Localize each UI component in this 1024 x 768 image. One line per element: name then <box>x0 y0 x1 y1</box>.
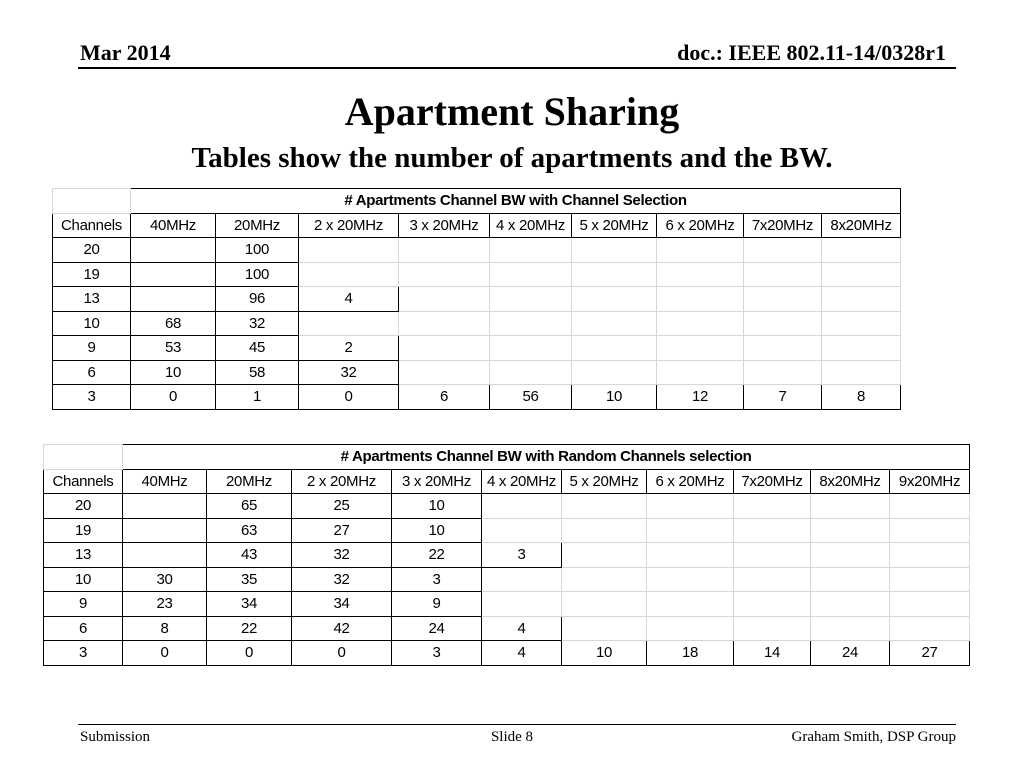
column-header: 6 x 20MHz <box>647 469 734 494</box>
value-cell <box>890 543 970 568</box>
column-header: 5 x 20MHz <box>572 213 657 238</box>
value-cell <box>734 616 811 641</box>
value-cell <box>562 592 647 617</box>
value-cell: 32 <box>292 543 392 568</box>
table-corner-cell <box>53 189 131 214</box>
value-cell <box>647 494 734 519</box>
header-divider <box>78 67 956 69</box>
channels-cell: 13 <box>44 543 123 568</box>
value-cell <box>572 336 657 361</box>
value-cell <box>657 311 744 336</box>
value-cell <box>131 287 216 312</box>
column-header: 3 x 20MHz <box>392 469 482 494</box>
value-cell: 0 <box>131 385 216 410</box>
column-header: 2 x 20MHz <box>299 213 399 238</box>
value-cell <box>490 262 572 287</box>
table-row <box>44 518 970 543</box>
value-cell <box>890 494 970 519</box>
footer-submission: Submission <box>80 729 151 745</box>
value-cell <box>890 592 970 617</box>
column-header: 8x20MHz <box>811 469 890 494</box>
value-cell: 22 <box>207 616 292 641</box>
table-row <box>44 592 970 617</box>
value-cell <box>399 287 490 312</box>
channels-cell: 13 <box>53 287 131 312</box>
value-cell <box>131 238 216 263</box>
value-cell: 56 <box>490 385 572 410</box>
value-cell: 27 <box>292 518 392 543</box>
value-cell: 10 <box>131 360 216 385</box>
value-cell: 27 <box>890 641 970 666</box>
value-cell <box>399 360 490 385</box>
table-caption: # Apartments Channel BW with Channel Selection <box>131 189 901 214</box>
value-cell: 8 <box>123 616 207 641</box>
value-cell <box>572 360 657 385</box>
value-cell <box>657 238 744 263</box>
value-cell <box>299 311 399 336</box>
column-header: 7x20MHz <box>734 469 811 494</box>
value-cell: 0 <box>299 385 399 410</box>
value-cell: 10 <box>572 385 657 410</box>
value-cell <box>744 287 822 312</box>
footer-author: Graham Smith, DSP Group <box>791 729 956 745</box>
column-header: 6 x 20MHz <box>657 213 744 238</box>
value-cell <box>647 567 734 592</box>
value-cell: 100 <box>216 238 299 263</box>
value-cell: 34 <box>292 592 392 617</box>
value-cell <box>657 336 744 361</box>
value-cell <box>734 518 811 543</box>
value-cell <box>822 262 901 287</box>
value-cell <box>890 518 970 543</box>
value-cell: 6 <box>399 385 490 410</box>
value-cell: 3 <box>392 567 482 592</box>
value-cell: 0 <box>123 641 207 666</box>
column-header: 20MHz <box>207 469 292 494</box>
value-cell: 4 <box>482 641 562 666</box>
value-cell <box>744 336 822 361</box>
value-cell: 0 <box>292 641 392 666</box>
channels-cell: 19 <box>53 262 131 287</box>
channels-cell: 6 <box>44 616 123 641</box>
column-header: 40MHz <box>123 469 207 494</box>
table-row <box>53 287 901 312</box>
value-cell <box>562 518 647 543</box>
channels-cell: 3 <box>44 641 123 666</box>
value-cell <box>734 567 811 592</box>
channels-cell: 20 <box>53 238 131 263</box>
value-cell: 32 <box>292 567 392 592</box>
value-cell <box>399 262 490 287</box>
column-header: 20MHz <box>216 213 299 238</box>
value-cell: 10 <box>562 641 647 666</box>
value-cell: 34 <box>207 592 292 617</box>
value-cell <box>811 518 890 543</box>
column-header: 40MHz <box>131 213 216 238</box>
value-cell <box>490 360 572 385</box>
value-cell <box>399 336 490 361</box>
value-cell <box>647 616 734 641</box>
value-cell: 43 <box>207 543 292 568</box>
footer-divider <box>78 724 956 725</box>
column-header: 4 x 20MHz <box>482 469 562 494</box>
value-cell: 24 <box>392 616 482 641</box>
value-cell <box>811 494 890 519</box>
value-cell: 23 <box>123 592 207 617</box>
column-header: 9x20MHz <box>890 469 970 494</box>
value-cell: 100 <box>216 262 299 287</box>
value-cell <box>744 360 822 385</box>
channels-cell: 6 <box>53 360 131 385</box>
value-cell: 42 <box>292 616 392 641</box>
table-row <box>44 616 970 641</box>
value-cell <box>399 311 490 336</box>
table-row <box>44 567 970 592</box>
value-cell: 4 <box>482 616 562 641</box>
value-cell: 32 <box>216 311 299 336</box>
column-header: 7x20MHz <box>744 213 822 238</box>
value-cell <box>744 311 822 336</box>
value-cell <box>890 616 970 641</box>
value-cell: 68 <box>131 311 216 336</box>
value-cell <box>490 311 572 336</box>
value-cell <box>734 494 811 519</box>
value-cell: 2 <box>299 336 399 361</box>
channels-cell: 9 <box>44 592 123 617</box>
value-cell <box>123 543 207 568</box>
value-cell <box>822 360 901 385</box>
value-cell: 4 <box>299 287 399 312</box>
value-cell: 22 <box>392 543 482 568</box>
value-cell <box>647 518 734 543</box>
value-cell <box>572 287 657 312</box>
table-row <box>53 262 901 287</box>
table-row <box>53 238 901 263</box>
column-header: Channels <box>44 469 123 494</box>
value-cell <box>822 238 901 263</box>
value-cell <box>744 262 822 287</box>
table-row <box>53 336 901 361</box>
value-cell <box>123 494 207 519</box>
slide-title: Apartment Sharing <box>344 89 680 134</box>
value-cell <box>734 543 811 568</box>
value-cell <box>482 567 562 592</box>
table-row <box>44 494 970 519</box>
table-row <box>53 311 901 336</box>
value-cell <box>562 543 647 568</box>
column-header: 2 x 20MHz <box>292 469 392 494</box>
value-cell <box>299 262 399 287</box>
value-cell <box>822 287 901 312</box>
table-row <box>44 543 970 568</box>
value-cell <box>811 616 890 641</box>
column-header: 8x20MHz <box>822 213 901 238</box>
random-channels-table <box>43 444 970 666</box>
value-cell <box>562 494 647 519</box>
value-cell: 45 <box>216 336 299 361</box>
value-cell: 12 <box>657 385 744 410</box>
table-row <box>44 641 970 666</box>
value-cell <box>490 336 572 361</box>
value-cell: 9 <box>392 592 482 617</box>
value-cell <box>811 567 890 592</box>
channels-cell: 9 <box>53 336 131 361</box>
footer-slide-number: Slide 8 <box>490 729 534 745</box>
value-cell <box>744 238 822 263</box>
channels-cell: 10 <box>44 567 123 592</box>
channels-cell: 10 <box>53 311 131 336</box>
table-row <box>53 360 901 385</box>
value-cell: 7 <box>744 385 822 410</box>
header-date: Mar 2014 <box>80 40 171 65</box>
value-cell <box>399 238 490 263</box>
value-cell <box>572 238 657 263</box>
value-cell: 32 <box>299 360 399 385</box>
value-cell <box>572 311 657 336</box>
channel-selection-table <box>52 188 901 410</box>
value-cell <box>562 616 647 641</box>
value-cell: 30 <box>123 567 207 592</box>
value-cell <box>657 262 744 287</box>
value-cell <box>811 543 890 568</box>
channels-cell: 19 <box>44 518 123 543</box>
value-cell: 53 <box>131 336 216 361</box>
value-cell <box>131 262 216 287</box>
value-cell <box>123 518 207 543</box>
value-cell <box>562 567 647 592</box>
value-cell <box>657 287 744 312</box>
table-row <box>53 385 901 410</box>
table-corner-cell <box>44 445 123 470</box>
column-header: Channels <box>53 213 131 238</box>
value-cell: 63 <box>207 518 292 543</box>
value-cell: 1 <box>216 385 299 410</box>
channels-cell: 3 <box>53 385 131 410</box>
column-header: 4 x 20MHz <box>490 213 572 238</box>
value-cell <box>647 592 734 617</box>
value-cell <box>490 287 572 312</box>
channels-cell: 20 <box>44 494 123 519</box>
value-cell <box>657 360 744 385</box>
header-doc-id: doc.: IEEE 802.11-14/0328r1 <box>677 40 946 65</box>
value-cell <box>811 592 890 617</box>
value-cell: 3 <box>482 543 562 568</box>
value-cell: 35 <box>207 567 292 592</box>
value-cell: 18 <box>647 641 734 666</box>
value-cell <box>572 262 657 287</box>
slide-subtitle: Tables show the number of apartments and the BW. <box>191 142 833 174</box>
value-cell: 58 <box>216 360 299 385</box>
value-cell <box>482 592 562 617</box>
value-cell <box>490 238 572 263</box>
value-cell <box>299 238 399 263</box>
value-cell <box>734 592 811 617</box>
value-cell: 14 <box>734 641 811 666</box>
value-cell: 3 <box>392 641 482 666</box>
value-cell <box>890 567 970 592</box>
value-cell: 96 <box>216 287 299 312</box>
value-cell: 8 <box>822 385 901 410</box>
value-cell <box>482 518 562 543</box>
value-cell <box>647 543 734 568</box>
value-cell: 65 <box>207 494 292 519</box>
value-cell: 10 <box>392 518 482 543</box>
table-caption: # Apartments Channel BW with Random Channels selection <box>123 445 970 470</box>
value-cell: 24 <box>811 641 890 666</box>
value-cell: 0 <box>207 641 292 666</box>
value-cell <box>482 494 562 519</box>
column-header: 5 x 20MHz <box>562 469 647 494</box>
value-cell <box>822 336 901 361</box>
value-cell: 25 <box>292 494 392 519</box>
column-header: 3 x 20MHz <box>399 213 490 238</box>
value-cell: 10 <box>392 494 482 519</box>
value-cell <box>822 311 901 336</box>
